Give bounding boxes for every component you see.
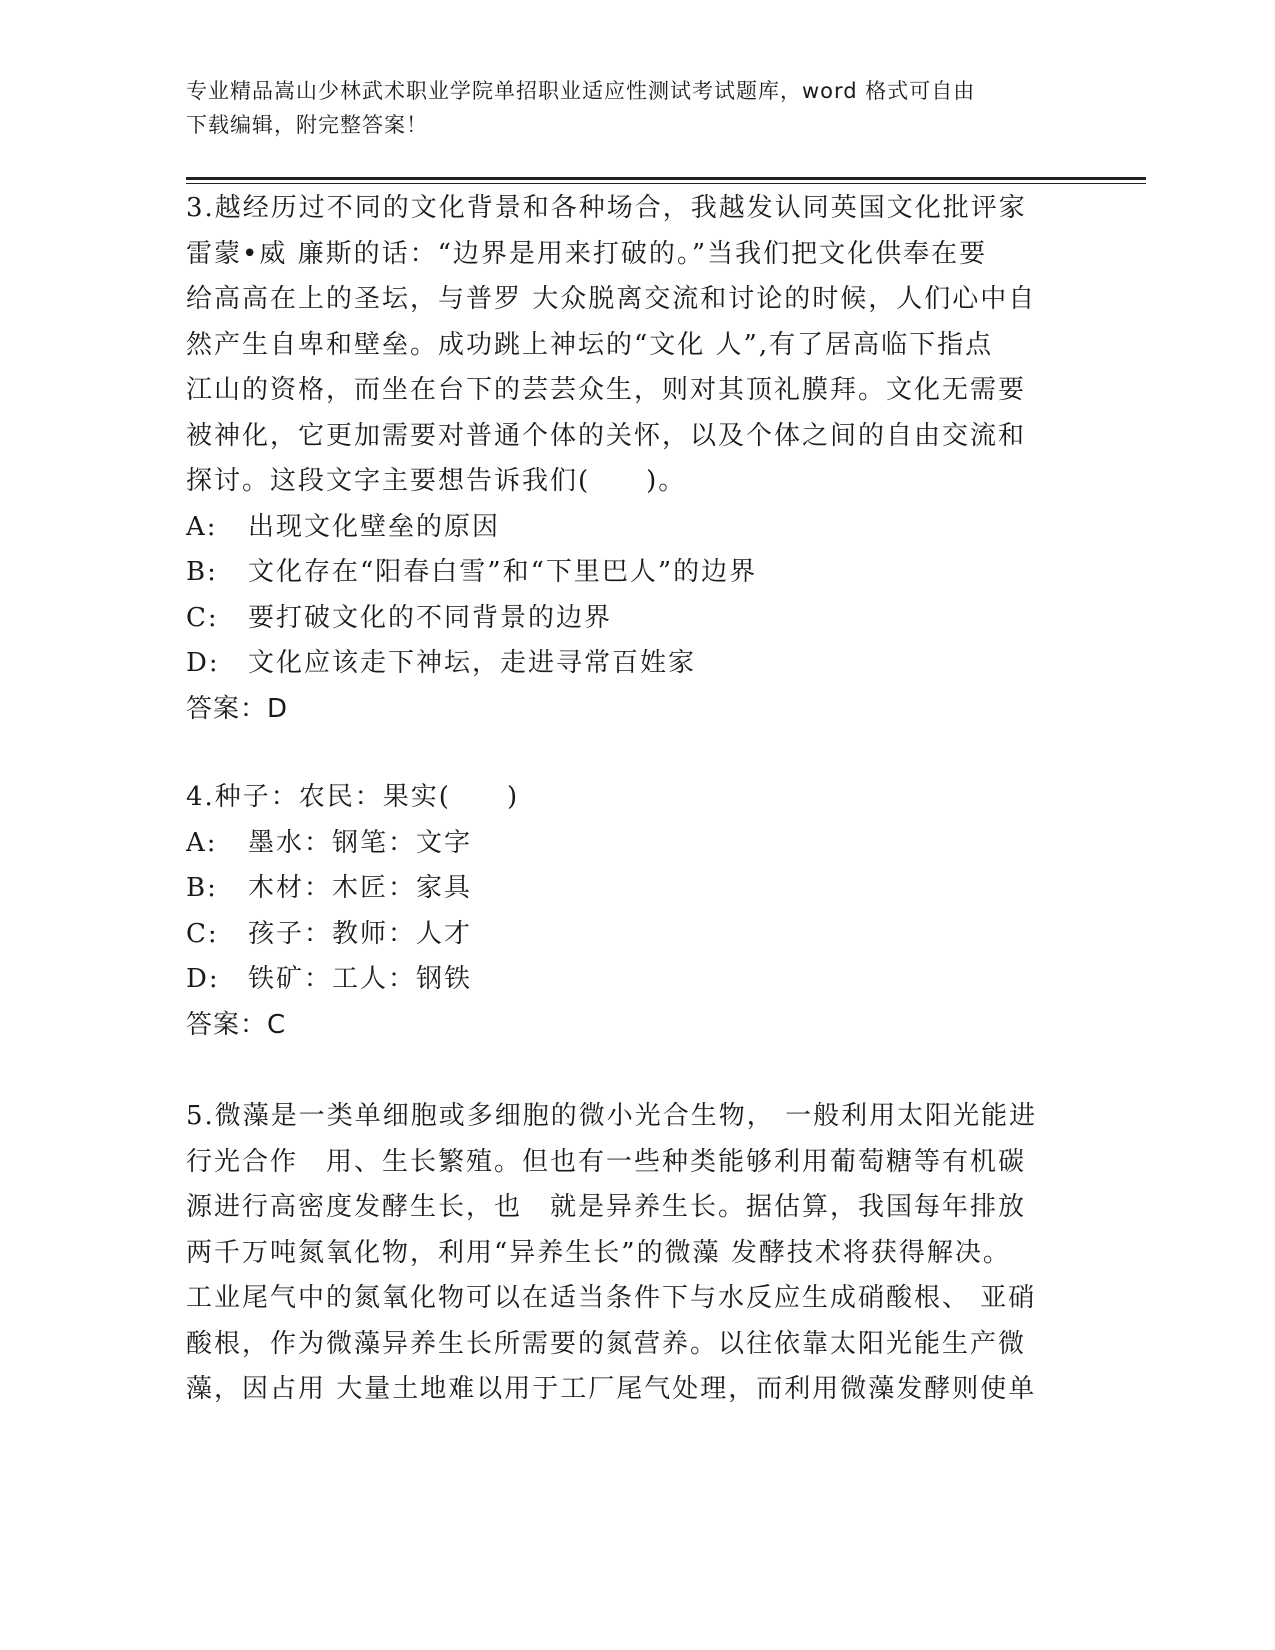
stem-line: 5.微藻是一类单细胞或多细胞的微小光合生物， 一般利用太阳光能进 [186, 1101, 1038, 1131]
option-a [186, 821, 1066, 867]
stem-line: 工业尾气中的氮氧化物可以在适当条件下与水反应生成硝酸根、 亚硝 [186, 1283, 1037, 1313]
question-stem [186, 775, 1066, 821]
option-c [186, 912, 1066, 958]
option-text: 木材：木匠：家具 [248, 873, 473, 903]
option-text: 孩子：教师：人才 [248, 918, 473, 949]
option-letter: B: [186, 873, 218, 903]
stem-line: 探讨。这段文字主要想告诉我们( )。 [186, 466, 687, 496]
option-text: 文化应该走下神坛，走进寻常百姓家 [248, 648, 697, 678]
option-letter: D: [186, 648, 220, 678]
option-c [186, 596, 1066, 642]
option-b [186, 866, 1066, 912]
option-letter: B: [186, 557, 218, 587]
document-header [186, 74, 1056, 142]
option-text: 出现文化壁垒的原因 [248, 511, 501, 542]
answer-line: 答案：D [186, 693, 289, 724]
header-divider-thick [186, 177, 1146, 180]
stem-line: 4.种子：农民：果实( ) [186, 782, 520, 812]
stem-line: 两千万吨氮氧化物，利用“异养生长”的微藻 发酵技术将获得解决。 [186, 1237, 1011, 1268]
stem-line: 3.越经历过不同的文化背景和各种场合，我越发认同英国文化批评家 [186, 193, 1027, 223]
question-4 [186, 775, 1066, 1048]
question-5 [186, 1094, 1066, 1413]
option-text: 铁矿：工人：钢铁 [248, 964, 473, 994]
option-text: 文化存在“阳春白雪”和“下里巴人”的边界 [248, 557, 758, 587]
option-d [186, 957, 1066, 1003]
option-text: 墨水：钢笔：文字 [248, 827, 473, 858]
stem-line: 被神化，它更加需要对普通个体的关怀，以及个体之间的自由交流和 [186, 420, 1027, 451]
option-letter: C: [186, 918, 219, 949]
stem-line: 行光合作 用、生长繁殖。但也有一些种类能够利用葡萄糖等有机碳 [186, 1146, 1027, 1177]
stem-line: 源进行高密度发酵生长，也 就是异养生长。据估算，我国每年排放 [186, 1192, 1027, 1222]
option-letter: C: [186, 602, 219, 633]
header-line-2: 下载编辑，附完整答案！ [186, 113, 428, 137]
question-stem [186, 1094, 1066, 1413]
header-line-1: 专业精品嵩山少林武术职业学院单招职业适应性测试考试题库，word 格式可自由 [186, 79, 976, 103]
option-a [186, 505, 1066, 551]
option-letter: D: [186, 964, 220, 994]
header-divider-thin [186, 183, 1146, 184]
option-d [186, 641, 1066, 687]
stem-line: 给高高在上的圣坛，与普罗 大众脱离交流和讨论的时候，人们心中自 [186, 284, 1037, 314]
stem-line: 江山的资格，而坐在台下的芸芸众生，则对其顶礼膜拜。文化无需要 [186, 375, 1027, 405]
stem-line: 雷蒙•威 廉斯的话：“边界是用来打破的。”当我们把文化供奉在要 [186, 238, 988, 269]
question-stem [186, 186, 1066, 505]
answer-line: 答案：C [186, 1009, 287, 1040]
option-letter: A: [186, 827, 218, 858]
question-3 [186, 186, 1066, 732]
option-b [186, 550, 1066, 596]
option-text: 要打破文化的不同背景的边界 [248, 602, 613, 633]
stem-line: 酸根，作为微藻异养生长所需要的氮营养。以往依靠太阳光能生产微 [186, 1328, 1027, 1359]
stem-line: 藻，因占用 大量土地难以用于工厂尾气处理，而利用微藻发酵则使单 [186, 1374, 1037, 1404]
option-letter: A: [186, 511, 218, 542]
stem-line: 然产生自卑和壁垒。成功跳上神坛的“文化 人”,有了居高临下指点 [186, 329, 994, 360]
